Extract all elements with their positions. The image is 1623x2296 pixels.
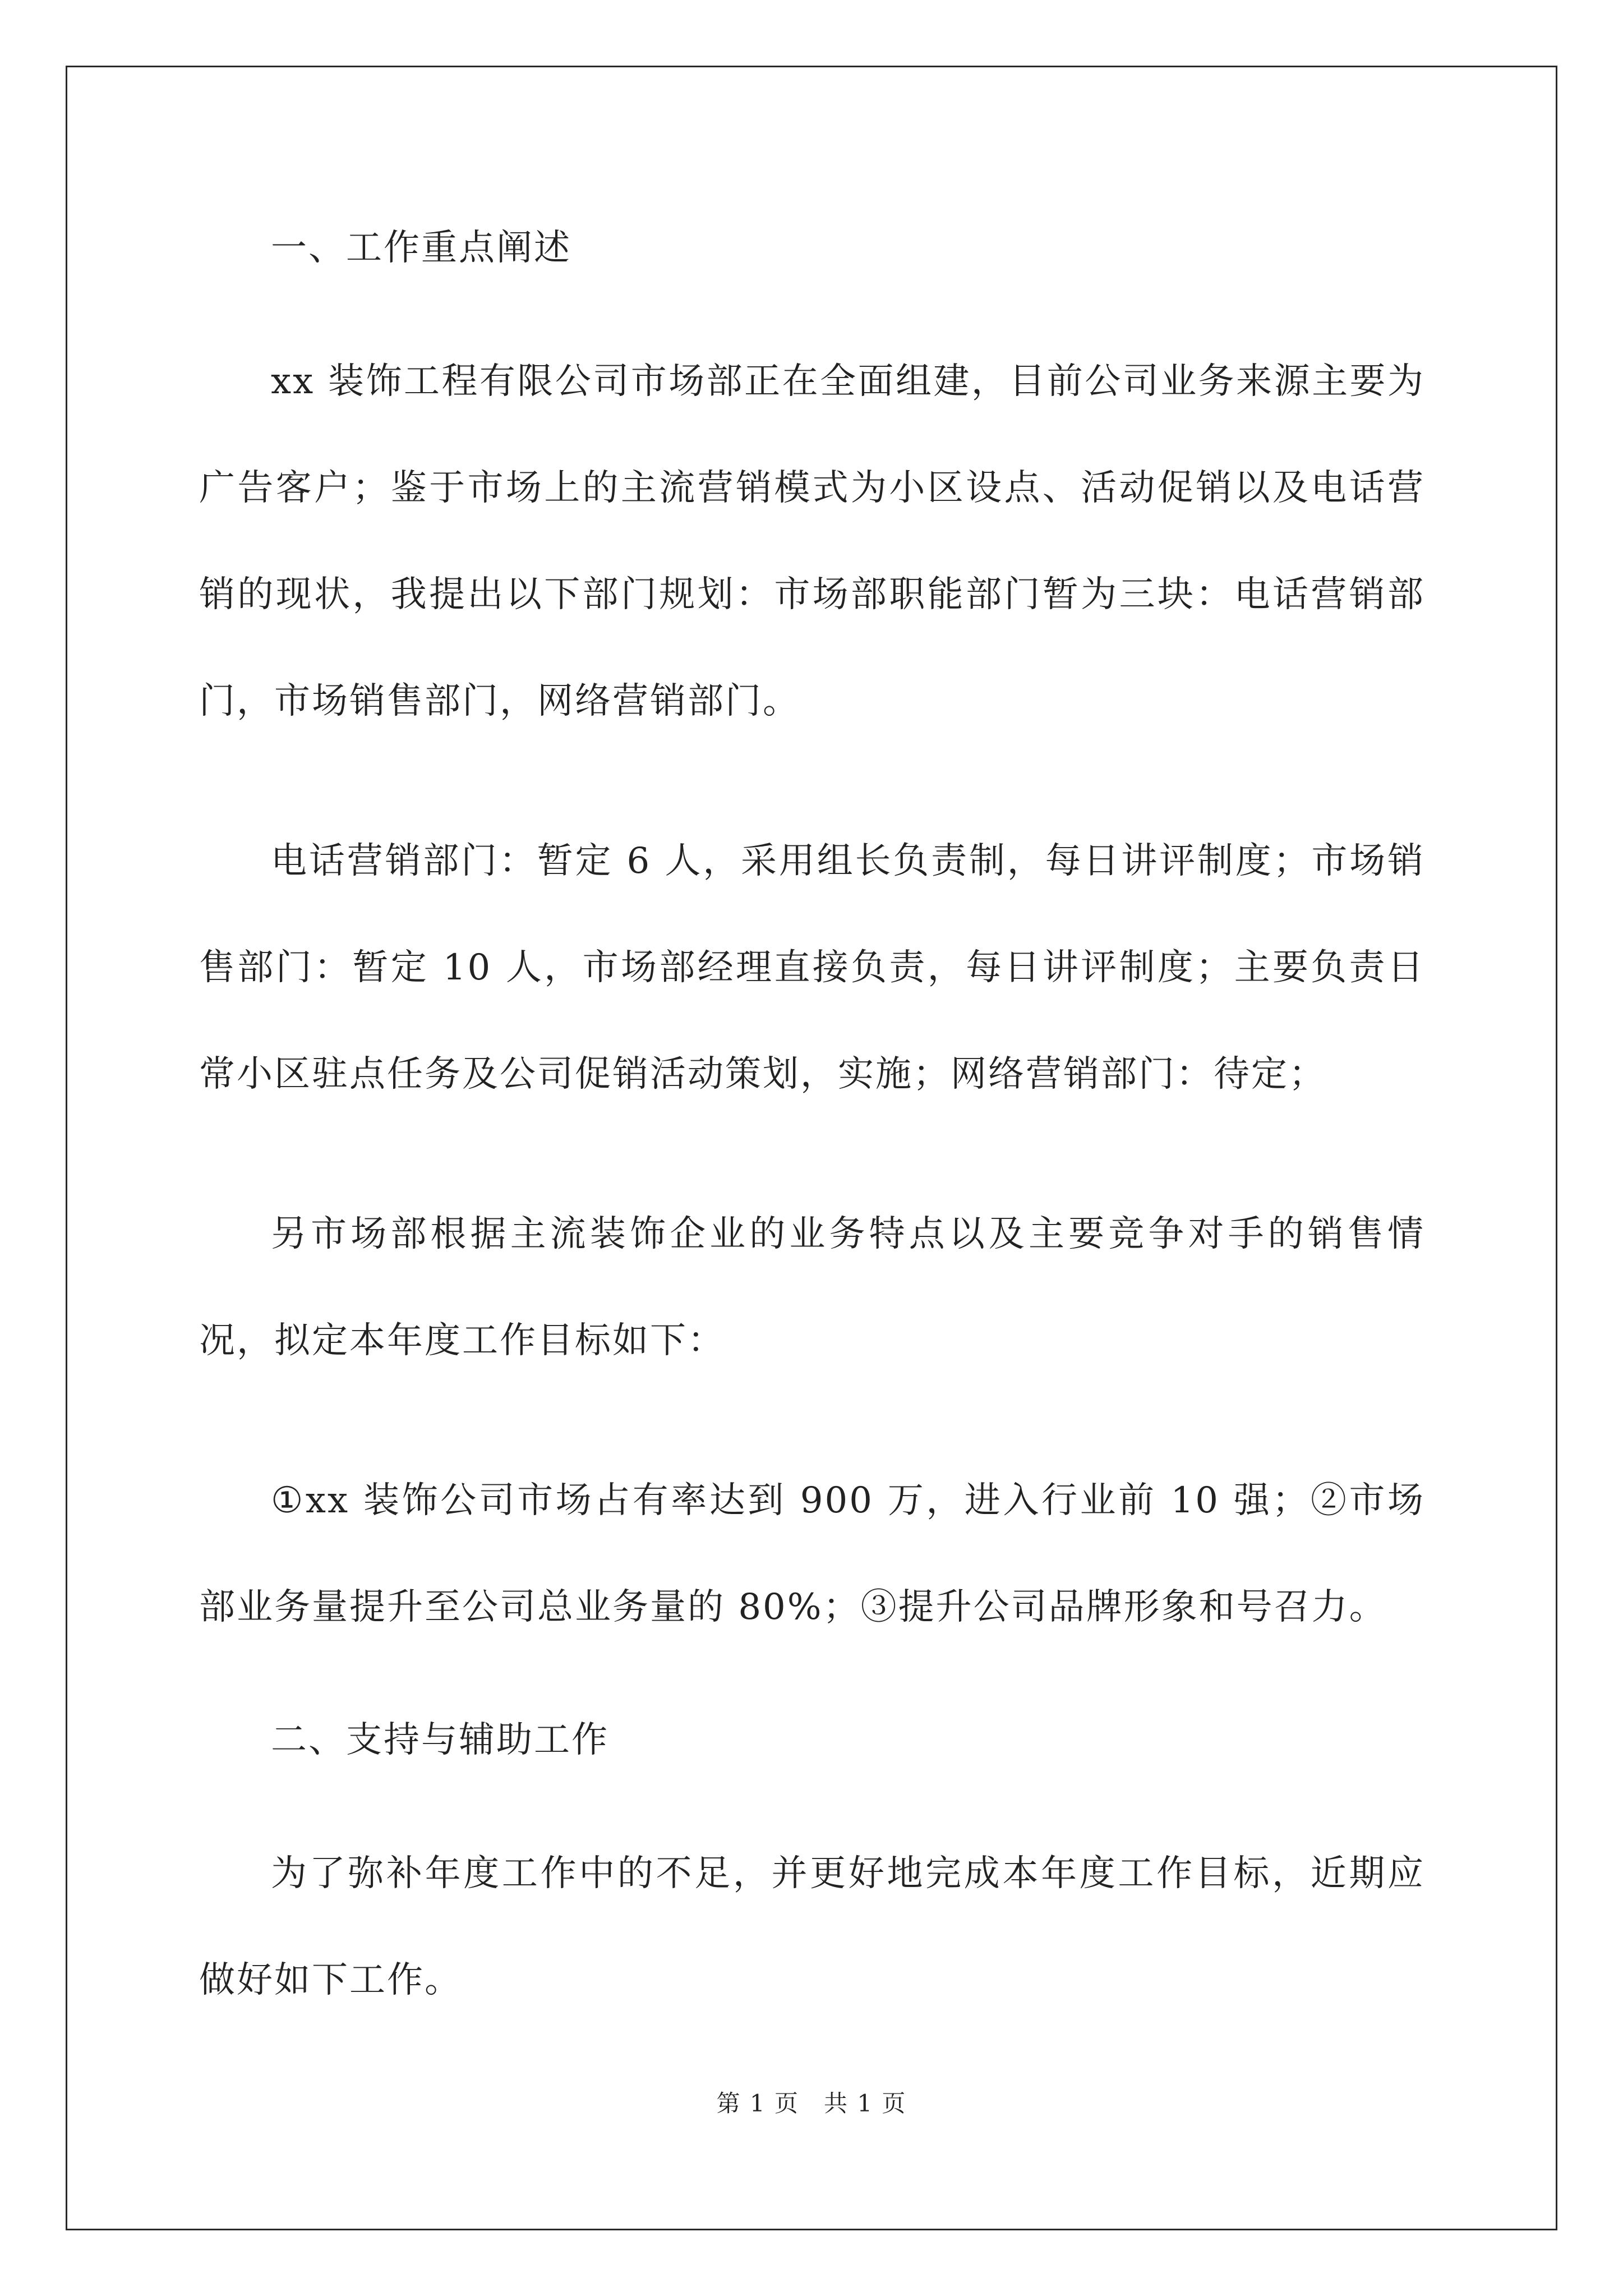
paragraph-5: 为了弥补年度工作中的不足，并更好地完成本年度工作目标，近期应做好如下工作。 xyxy=(199,1853,1425,2001)
section-heading-1: 一、工作重点阐述 xyxy=(271,227,571,269)
paragraph-4: ①xx 装饰公司市场占有率达到 900 万，进入行业前 10 强；②市场部业务量提升至公司总业务量的 80%；③提升公司品牌形象和号召力。 xyxy=(199,1480,1425,1628)
paragraph-1: xx 装饰工程有限公司市场部正在全面组建，目前公司业务来源主要为广告客户；鉴于市场上的主流营销模式为小区设点、活动促销以及电话营销的现状，我提出以下部门规划：市场部职能部门暂为三块：电话营销部门，市场销售部门，网络营销部门。 xyxy=(199,361,1425,722)
paragraph-3: 另市场部根据主流装饰企业的业务特点以及主要竞争对手的销售情况，拟定本年度工作目标如下： xyxy=(199,1213,1425,1361)
document-body xyxy=(199,222,1425,2087)
paragraph-2: 电话营销部门：暂定 6 人，采用组长负责制，每日讲评制度；市场销售部门：暂定 10 人，市场部经理直接负责，每日讲评制度；主要负责日常小区驻点任务及公司促销活动策划，实施；网络营销部门：待定； xyxy=(199,840,1425,1095)
page-footer: 第 1 页 共 1 页 xyxy=(716,2090,907,2117)
section-heading-2: 二、支持与辅助工作 xyxy=(271,1719,609,1761)
